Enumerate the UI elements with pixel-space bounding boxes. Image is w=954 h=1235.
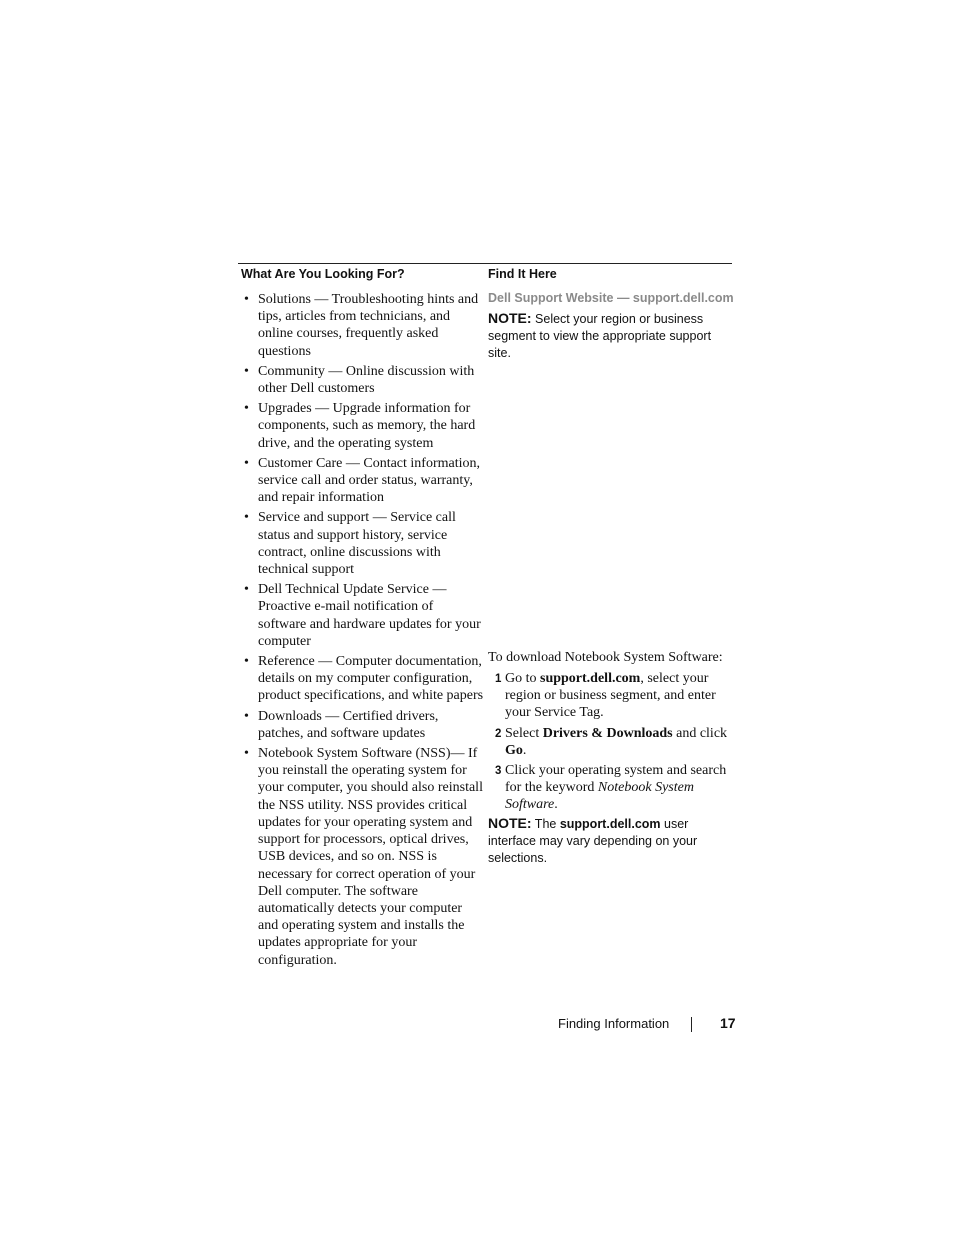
list-item-nss: • Notebook System Software (NSS)— If you reinstall the operating system for your computer, you should also reinstall the NSS utility. NSS provides critical updates for your operating system and support for processors, optical drives, USB devices, and so on. NSS is necessary for correct operation of your Dell computer. The software automatically detects your computer and operating system and installs the updates appropriate for your configuration.	[244, 746, 483, 968]
list-item-upgrades: • Upgrades — Upgrade information for components, such as memory, the hard drive, and the operating system	[244, 401, 476, 451]
bullet-icon: •	[244, 582, 249, 598]
support-url[interactable]: support.dell.com	[559, 817, 661, 831]
list-item-customer-care: • Customer Care — Contact information, service call and order status, warranty, and repair information	[244, 455, 481, 506]
dell-support-website-link[interactable]: Dell Support Website — support.dell.com	[488, 291, 734, 305]
column-header-looking-for: What Are You Looking For?	[241, 267, 405, 281]
step-1: 1 Go to support.dell.com, select your region or business segment, and enter your Service Tag.	[495, 671, 716, 721]
list-item-service-support: • Service and support — Service call status and support history, service contract, online discussions with technical support	[244, 510, 456, 578]
note-region: NOTE: Select your region or business segment to view the appropriate support site.	[488, 310, 712, 360]
bullet-icon: •	[244, 708, 249, 724]
bullet-icon: •	[244, 455, 249, 471]
footer-section-title: Finding Information	[558, 1016, 670, 1031]
download-intro: To download Notebook System Software:	[488, 650, 723, 665]
bullet-icon: •	[244, 654, 249, 670]
support-url[interactable]: support.dell.com	[632, 291, 734, 305]
looking-for-list	[244, 291, 484, 972]
bullet-icon: •	[244, 401, 249, 417]
list-item-technical-update: • Dell Technical Update Service — Proactive e-mail notification of software and hardware updates for your computer	[244, 582, 481, 649]
download-steps	[488, 670, 733, 817]
page-number: 17	[720, 1015, 736, 1031]
list-item-reference: • Reference — Computer documentation, details on my computer configuration, product specifications, and white papers	[244, 654, 484, 704]
bullet-icon: •	[244, 746, 249, 762]
bullet-icon: •	[244, 292, 249, 307]
bullet-icon: •	[244, 363, 249, 379]
step-3: 3 Click your operating system and search for the keyword Notebook System Software.	[495, 763, 727, 813]
column-header-find-it-here: Find It Here	[488, 267, 557, 281]
list-item-solutions: • Solutions — Troubleshooting hints and tips, articles from technicians, and online courses, frequently asked questions	[244, 292, 479, 359]
list-item-downloads: • Downloads — Certified drivers, patches, and software updates	[244, 708, 439, 741]
table-top-rule	[238, 263, 732, 264]
list-item-community: • Community — Online discussion with other Dell customers	[244, 363, 475, 397]
footer-separator	[691, 1017, 692, 1032]
bullet-icon: •	[244, 510, 249, 526]
step-2: 2 Select Drivers & Downloads and click Go.	[495, 725, 728, 758]
note-interface: NOTE: The support.dell.com user interface may vary depending on your selections.	[488, 815, 698, 865]
support-url[interactable]: support.dell.com	[540, 671, 641, 686]
